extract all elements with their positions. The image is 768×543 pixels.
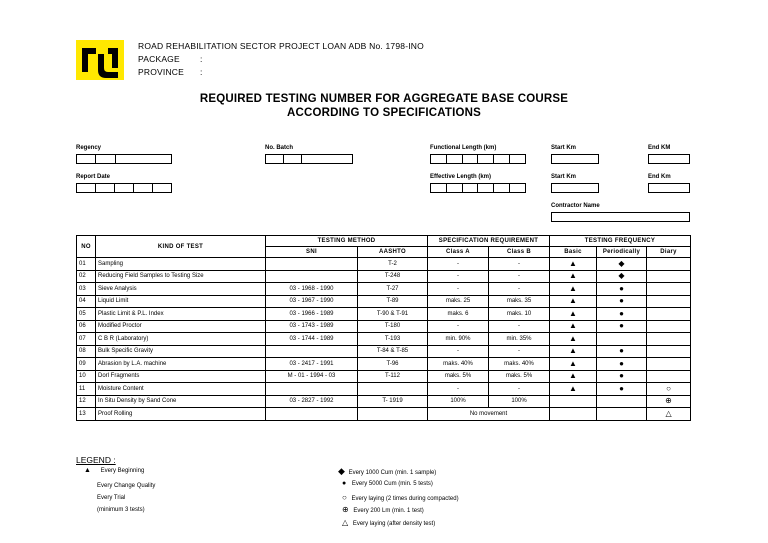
testing-table xyxy=(76,235,691,421)
package-line xyxy=(138,54,203,64)
header-kind: KIND OF TEST xyxy=(96,236,266,258)
legend-title: LEGEND : xyxy=(76,455,116,465)
cell-aashto: T-89 xyxy=(358,295,428,308)
cell-no: 01 xyxy=(77,258,96,271)
cell-kind: Sampling xyxy=(96,258,266,271)
triangle-icon: ▲ xyxy=(84,467,91,474)
cell-diary xyxy=(647,308,691,321)
cell-sni xyxy=(266,345,358,358)
cell-class-a: - xyxy=(428,283,489,296)
cell-diary xyxy=(647,270,691,283)
start-km-label-2: Start Km xyxy=(551,174,577,180)
cell-no: 06 xyxy=(77,320,96,333)
cell-class-b: - xyxy=(489,383,550,396)
cell-periodically: ◆ xyxy=(597,270,647,283)
cell-no: 11 xyxy=(77,383,96,396)
cell-diary xyxy=(647,358,691,371)
legend-text: Every 200 Lm (min. 1 test) xyxy=(353,508,424,514)
legend-item xyxy=(338,466,436,477)
cell-basic: ▲ xyxy=(550,270,597,283)
header-method: TESTING METHOD xyxy=(266,236,428,247)
cell-periodically xyxy=(597,408,647,421)
header-aashto: AASHTO xyxy=(358,247,428,258)
batch-no-label: No. Batch xyxy=(265,145,294,151)
cell-no: 02 xyxy=(77,270,96,283)
cell-basic: ▲ xyxy=(550,358,597,371)
legend-item xyxy=(342,493,459,502)
cell-diary xyxy=(647,345,691,358)
cell-sni xyxy=(266,408,358,421)
legend-text: Every Trial xyxy=(97,495,126,501)
table-row xyxy=(77,358,691,371)
header-class-b: Class B xyxy=(489,247,550,258)
cell-class-b: - xyxy=(489,258,550,271)
cell-diary xyxy=(647,320,691,333)
cell-sni xyxy=(266,383,358,396)
functional-length-label: Functional Length (km) xyxy=(430,145,497,151)
start-km-field-1[interactable] xyxy=(551,154,599,164)
cell-periodically: ● xyxy=(597,383,647,396)
cell-no: 08 xyxy=(77,345,96,358)
cell-aashto xyxy=(358,383,428,396)
header-basic: Basic xyxy=(550,247,597,258)
cell-periodically: ● xyxy=(597,283,647,296)
table-row xyxy=(77,333,691,346)
legend-text: Every Beginning xyxy=(100,468,145,474)
cell-basic: ▲ xyxy=(550,333,597,346)
cell-class-a: maks. 40% xyxy=(428,358,489,371)
cell-basic: ▲ xyxy=(550,320,597,333)
dot-icon: ● xyxy=(342,480,347,487)
package-colon: : xyxy=(200,54,203,64)
cell-kind: Sieve Analysis xyxy=(96,283,266,296)
table-row xyxy=(77,383,691,396)
cell-periodically xyxy=(597,333,647,346)
regency-label: Regency xyxy=(76,145,102,151)
regency-field[interactable] xyxy=(76,154,172,164)
header-no: NO xyxy=(77,236,96,258)
cell-diary: △ xyxy=(647,408,691,421)
cell-periodically: ● xyxy=(597,295,647,308)
cell-kind: Dorl Fragments xyxy=(96,370,266,383)
cell-aashto: T-96 xyxy=(358,358,428,371)
cell-kind: Proof Rolling xyxy=(96,408,266,421)
cell-basic xyxy=(550,395,597,408)
header-class-a: Class A xyxy=(428,247,489,258)
cell-no: 10 xyxy=(77,370,96,383)
table-row xyxy=(77,308,691,321)
cell-diary xyxy=(647,283,691,296)
cell-aashto: T-84 & T-85 xyxy=(358,345,428,358)
table-row xyxy=(77,295,691,308)
cell-class-b: min. 35% xyxy=(489,333,550,346)
cell-class-a: 100% xyxy=(428,395,489,408)
start-km-field-2[interactable] xyxy=(551,183,599,193)
end-km-field-2[interactable] xyxy=(648,183,690,193)
report-date-label: Report Date xyxy=(76,174,111,180)
cell-aashto: T-2 xyxy=(358,258,428,271)
header-spec: SPECIFICATION REQUIREMENT xyxy=(428,236,550,247)
cell-sni: 03 - 1744 - 1989 xyxy=(266,333,358,346)
cell-class-b: - xyxy=(489,320,550,333)
cell-sni: 03 - 1743 - 1989 xyxy=(266,320,358,333)
legend-text: Every laying (2 times during compacted) xyxy=(351,496,459,502)
header-periodically: Periodically xyxy=(597,247,647,258)
cell-sni: 03 - 1968 - 1990 xyxy=(266,283,358,296)
table-row xyxy=(77,345,691,358)
header-diary: Diary xyxy=(647,247,691,258)
cell-basic: ▲ xyxy=(550,258,597,271)
cell-sni: 03 - 1967 - 1990 xyxy=(266,295,358,308)
cell-class-b: maks. 5% xyxy=(489,370,550,383)
functional-length-field[interactable] xyxy=(430,154,526,164)
legend-item xyxy=(84,467,144,474)
cell-class-b: - xyxy=(489,345,550,358)
legend-text: Every laying (after density test) xyxy=(352,521,436,527)
batch-no-field[interactable] xyxy=(265,154,353,164)
cell-no: 13 xyxy=(77,408,96,421)
cell-class-b: maks. 40% xyxy=(489,358,550,371)
package-label: PACKAGE xyxy=(138,54,180,64)
cell-spec-merged: No movement xyxy=(428,408,550,421)
legend-text: Every 5000 Cum (min. 5 tests) xyxy=(351,481,433,487)
cell-no: 07 xyxy=(77,333,96,346)
cell-periodically: ● xyxy=(597,370,647,383)
cell-class-b: - xyxy=(489,270,550,283)
cell-diary xyxy=(647,295,691,308)
cell-sni: M - 01 - 1994 - 03 xyxy=(266,370,358,383)
legend-item xyxy=(342,518,435,527)
cell-class-b: - xyxy=(489,283,550,296)
cell-class-b: maks. 10 xyxy=(489,308,550,321)
cell-no: 09 xyxy=(77,358,96,371)
cell-sni: 03 - 1966 - 1989 xyxy=(266,308,358,321)
cell-class-a: - xyxy=(428,258,489,271)
cell-sni: 03 - 2417 - 1991 xyxy=(266,358,358,371)
start-km-label-1: Start Km xyxy=(551,145,577,151)
cell-kind: Abrasion by L.A. machine xyxy=(96,358,266,371)
cell-sni xyxy=(266,270,358,283)
cell-basic xyxy=(550,408,597,421)
cell-class-a: - xyxy=(428,383,489,396)
cell-periodically: ● xyxy=(597,358,647,371)
cell-no: 12 xyxy=(77,395,96,408)
cell-basic: ▲ xyxy=(550,295,597,308)
province-label: PROVINCE xyxy=(138,67,184,77)
cell-diary: ⊕ xyxy=(647,395,691,408)
document-title-line2: ACCORDING TO SPECIFICATIONS xyxy=(286,107,482,119)
header-freq: TESTING FREQUENCY xyxy=(550,236,691,247)
cell-class-b: maks. 35 xyxy=(489,295,550,308)
cell-periodically: ● xyxy=(597,345,647,358)
cell-class-b: 100% xyxy=(489,395,550,408)
end-km-field-1[interactable] xyxy=(648,154,690,164)
circle-plus-icon: ⊕ xyxy=(342,505,349,514)
table-row xyxy=(77,270,691,283)
circle-icon: ○ xyxy=(342,493,347,502)
cell-kind: Modified Proctor xyxy=(96,320,266,333)
cell-class-a: maks. 6 xyxy=(428,308,489,321)
cell-no: 04 xyxy=(77,295,96,308)
table-row xyxy=(77,283,691,296)
report-date-field[interactable] xyxy=(76,183,172,193)
cell-aashto: T-27 xyxy=(358,283,428,296)
cell-class-a: - xyxy=(428,270,489,283)
cell-basic: ▲ xyxy=(550,308,597,321)
diamond-icon: ◆ xyxy=(338,466,345,476)
table-row xyxy=(77,258,691,271)
end-km-label-2: End Km xyxy=(648,174,671,180)
triangle-outline-icon: △ xyxy=(342,518,349,527)
cell-aashto: T-180 xyxy=(358,320,428,333)
cell-class-a: maks. 25 xyxy=(428,295,489,308)
cell-basic: ▲ xyxy=(550,345,597,358)
cell-class-a: min. 90% xyxy=(428,333,489,346)
cell-aashto: T-90 & T-91 xyxy=(358,308,428,321)
legend-item xyxy=(342,505,424,514)
table-row xyxy=(77,320,691,333)
cell-kind: Bulk Specific Gravity xyxy=(96,345,266,358)
cell-basic: ▲ xyxy=(550,370,597,383)
cell-aashto: T-193 xyxy=(358,333,428,346)
province-line xyxy=(138,67,203,77)
table-header-row xyxy=(77,236,691,247)
cell-kind: C B R (Laboratory) xyxy=(96,333,266,346)
effective-length-field[interactable] xyxy=(430,183,526,193)
cell-basic: ▲ xyxy=(550,383,597,396)
pu-logo xyxy=(76,40,124,80)
table-row xyxy=(77,395,691,408)
legend-item xyxy=(342,480,433,487)
contractor-name-field[interactable] xyxy=(551,212,690,222)
cell-kind: Plastic Limit & P.L. Index xyxy=(96,308,266,321)
cell-class-a: - xyxy=(428,345,489,358)
cell-kind: Moisture Content xyxy=(96,383,266,396)
province-colon: : xyxy=(200,67,203,77)
cell-sni xyxy=(266,258,358,271)
cell-kind: Reducing Field Samples to Testing Size xyxy=(96,270,266,283)
cell-diary xyxy=(647,370,691,383)
cell-aashto: T-248 xyxy=(358,270,428,283)
cell-sni: 03 - 2827 - 1992 xyxy=(266,395,358,408)
cell-diary: ○ xyxy=(647,383,691,396)
cell-periodically: ● xyxy=(597,308,647,321)
cell-periodically xyxy=(597,395,647,408)
cell-class-a: - xyxy=(428,320,489,333)
document-title-line1: REQUIRED TESTING NUMBER FOR AGGREGATE BASE COURSE xyxy=(199,93,569,105)
cell-diary xyxy=(647,333,691,346)
legend-text: (minimum 3 tests) xyxy=(97,507,145,513)
effective-length-label: Effective Length (km) xyxy=(430,174,492,180)
project-title: ROAD REHABILITATION SECTOR PROJECT LOAN ADB No. 1798-INO xyxy=(138,41,424,51)
cell-aashto: T- 1919 xyxy=(358,395,428,408)
contractor-name-label: Contractor Name xyxy=(551,203,600,209)
cell-class-a: maks. 5% xyxy=(428,370,489,383)
cell-kind: Liquid Limit xyxy=(96,295,266,308)
cell-aashto: T-112 xyxy=(358,370,428,383)
cell-aashto xyxy=(358,408,428,421)
end-km-label-1: End KM xyxy=(648,145,671,151)
cell-diary xyxy=(647,258,691,271)
table-row xyxy=(77,370,691,383)
legend-text: Every Change Quality xyxy=(97,483,156,489)
cell-periodically: ● xyxy=(597,320,647,333)
table-row xyxy=(77,408,691,421)
legend-text: Every 1000 Cum (min. 1 sample) xyxy=(348,470,437,476)
cell-basic: ▲ xyxy=(550,283,597,296)
cell-no: 05 xyxy=(77,308,96,321)
cell-no: 03 xyxy=(77,283,96,296)
cell-kind: In Situ Density by Sand Cone xyxy=(96,395,266,408)
cell-periodically: ◆ xyxy=(597,258,647,271)
header-sni: SNI xyxy=(266,247,358,258)
